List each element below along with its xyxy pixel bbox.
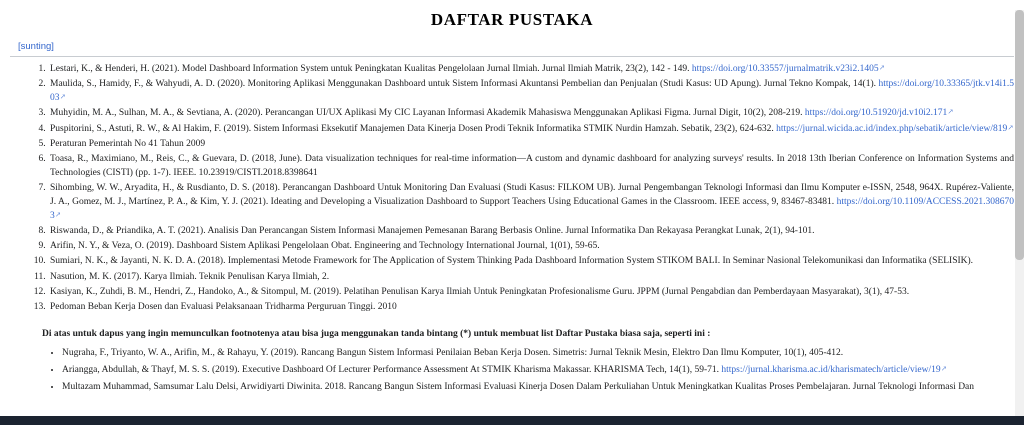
reference-link[interactable]: https://doi.org/10.51920/jd.v10i2.171 🡕 bbox=[805, 108, 953, 118]
reference-item bbox=[48, 301, 1014, 315]
reference-text: Kasiyan, K., Zuhdi, B. M., Hendri, Z., Handoko, A., & Sitompul, M. (2019). Pelatihan Penulisan Karya Ilmiah Untuk Peningkatan Profesionalisme Guru. JPPM (Jurnal Pengabdian dan Pemberdayaan Masyarakat), 3(1), 47-53. bbox=[50, 286, 910, 297]
extra-reference-item bbox=[62, 381, 1014, 395]
reference-text: Sumiari, N. K., & Jayanti, N. K. D. A. (2018). Implementasi Metode Framework for The Application of System Thinking Pada Dashboard Information System STIKOM BALI. In Seminar Nasional Telekomunikasi dan Informatika (SELISIK). bbox=[50, 256, 974, 267]
reference-text: Nugraha, F., Triyanto, W. A., Arifin, M., & Rahayu, Y. (2019). Rancang Bangun Sistem Informasi Penilaian Beban Kerja Dosen. Simetris: Jurnal Teknik Mesin, Elektro Dan Ilmu Komputer, 10(1), 405-412. bbox=[62, 348, 844, 359]
reference-item bbox=[48, 107, 1014, 121]
extra-reference-item bbox=[62, 364, 1014, 378]
page-scrollbar[interactable] bbox=[1015, 10, 1024, 425]
reference-item bbox=[48, 271, 1014, 285]
reference-list bbox=[10, 63, 1014, 315]
reference-link[interactable]: https://jurnal.kharisma.ac.id/kharismatech/article/view/19 🡕 bbox=[721, 365, 946, 375]
document-page bbox=[0, 10, 1024, 425]
reference-item bbox=[48, 153, 1014, 181]
reference-item bbox=[48, 63, 1014, 77]
reference-text: Pedoman Beban Kerja Dosen dan Evaluasi Pelaksanaan Tridharma Perguruan Tinggi. 2010 bbox=[50, 302, 397, 313]
reference-item bbox=[48, 78, 1014, 106]
reference-text: Toasa, R., Maximiano, M., Reis, C., & Guevara, D. (2018, June). Data visualization techniques for real-time information—A custom and dynamic dashboard for analyzing surveys' results. In 2018 13th Iberian Conference on Information Systems and Technologies (CISTI) (pp. 1-7). IEEE. 10.23919/CISTI.2018.8398641 bbox=[50, 154, 1014, 178]
reference-text: Nasution, M. K. (2017). Karya Ilmiah. Teknik Penulisan Karya Ilmiah, 2. bbox=[50, 271, 330, 282]
extra-reference-item bbox=[62, 347, 1014, 361]
reference-text: Lestari, K., & Henderi, H. (2021). Model Dashboard Information System untuk Peningkatan Kualitas Pengelolaan Jurnal Ilmiah. Jurnal Ilmiah Matrik, 23(2), 142 - 149. bbox=[50, 64, 692, 74]
reference-text: Maulida, S., Hamidy, F., & Wahyudi, A. D. (2020). Monitoring Aplikasi Menggunakan Dashboard untuk Sistem Informasi Akuntansi Pembelian dan Penjualan (Studi Kasus: UD Apung). Jurnal Tekno Kompak, 14(1). bbox=[50, 79, 879, 90]
window-bottom-bar bbox=[0, 416, 1024, 425]
reference-item bbox=[48, 240, 1014, 254]
reference-item bbox=[48, 123, 1014, 137]
scrollbar-thumb[interactable] bbox=[1015, 10, 1024, 260]
reference-text: Arifin, N. Y., & Veza, O. (2019). Dashboard Sistem Aplikasi Pengelolaan Obat. Engineering and Technology International Journal, 1(01), 59-65. bbox=[50, 241, 600, 252]
usage-note: Di atas untuk dapus yang ingin memunculkan footnotenya atau bisa juga menggunakan tanda bintang (*) untuk membuat list Daftar Pustaka biasa saja, seperti ini : bbox=[42, 329, 711, 340]
page-title: DAFTAR PUSTAKA bbox=[430, 10, 594, 29]
reference-item bbox=[48, 138, 1014, 152]
reference-text: Peraturan Pemerintah No 41 Tahun 2009 bbox=[50, 138, 206, 149]
reference-link[interactable]: https://doi.org/10.33557/jurnalmatrik.v23i2.1405 🡕 bbox=[692, 64, 884, 74]
edit-section-link[interactable]: [sunting] bbox=[18, 41, 54, 52]
reference-text: Ariangga, Abdullah, & Thayf, M. S. S. (2019). Executive Dashboard Of Lecturer Performance Assessment At STMIK Kharisma Makassar. KHARISMA Tech, 14(1), 59-71. bbox=[62, 364, 722, 375]
reference-link[interactable]: https://jurnal.wicida.ac.id/index.php/sebatik/article/view/819 🡕 bbox=[776, 124, 1013, 134]
reference-link[interactable]: https://doi.org/10.33365/jtk.v14i1.503 🡕 bbox=[50, 79, 1014, 103]
reference-link[interactable]: https://doi.org/10.1109/ACCESS.2021.3086703 🡕 bbox=[50, 197, 1014, 221]
reference-text: Multazam Muhammad, Samsumar Lalu Delsi, Arwidiyarti Diwinita. 2018. Rancang Bangun Sistem Informasi Evaluasi Kinerja Dosen Dalam Perkuliahan Untuk Meningkatkan Kualitas Proses Pembelajaran. Jurnal Teknologi Informasi Dan bbox=[62, 381, 975, 392]
reference-item bbox=[48, 286, 1014, 300]
reference-text: Muhyidin, M. A., Sulhan, M. A., & Sevtiana, A. (2020). Perancangan UI/UX Aplikasi My CIC Layanan Informasi Akademik Mahasiswa Menggunakan Aplikasi Figma. Jurnal Digit, 10(2), 208-219. bbox=[50, 108, 805, 119]
section-divider bbox=[10, 56, 1014, 57]
reference-item bbox=[48, 182, 1014, 223]
reference-item bbox=[48, 255, 1014, 269]
extra-reference-list bbox=[10, 347, 1014, 394]
reference-text: Sihombing, W. W., Aryadita, H., & Rusdianto, D. S. (2018). Perancangan Dashboard Untuk Monitoring Dan Evaluasi (Studi Kasus: FILKOM UB). Jurnal Pengembangan Teknologi Informasi dan Ilmu Komputer e-ISSN, 2548, 964X. Rupérez-Valiente, J. A., Gomez, M. J., Martínez, P. A., & Kim, Y. J. (2021). Ideating and Developing a Visualization Dashboard to Support Teachers Using Educational Games in the Classroom. IEEE access, 9, 83467-83481. bbox=[50, 183, 1014, 207]
reference-item bbox=[48, 225, 1014, 239]
reference-text: Riswanda, D., & Priandika, A. T. (2021). Analisis Dan Perancangan Sistem Informasi Manajemen Pemesanan Barang Berbasis Online. Jurnal Informatika Dan Rekayasa Perangkat Lunak, 2(1), 94-101. bbox=[50, 225, 815, 236]
reference-text: Puspitorini, S., Astuti, R. W., & Al Hakim, F. (2019). Sistem Informasi Eksekutif Manajemen Data Kinerja Dosen Prodi Teknik Informatika STMIK Nurdin Hamzah. Sebatik, 23(2), 624-632. bbox=[50, 123, 777, 134]
